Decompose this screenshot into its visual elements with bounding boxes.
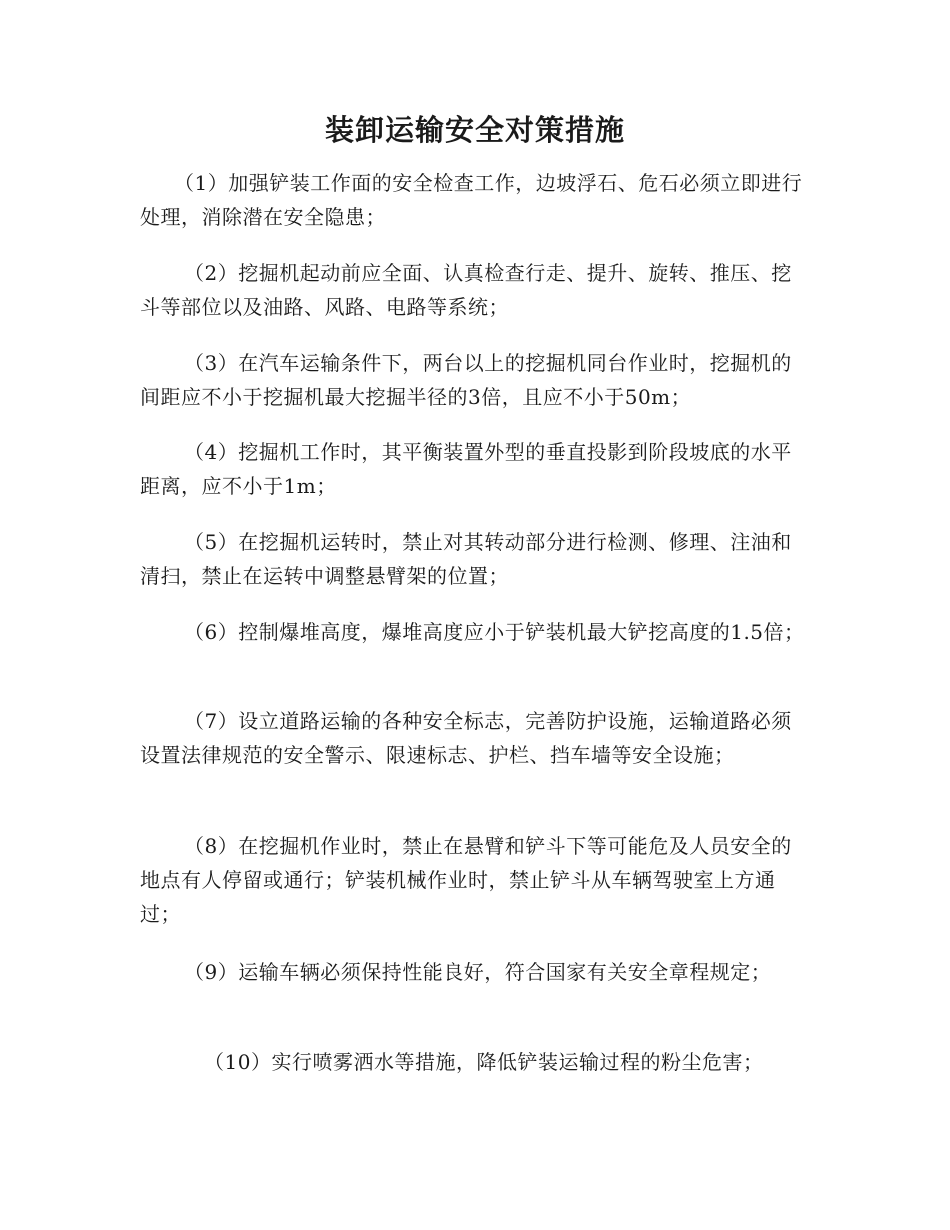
paragraph-9: （9）运输车辆必须保持性能良好，符合国家有关安全章程规定；: [184, 960, 772, 984]
document-title: 装卸运输安全对策措施: [324, 113, 625, 147]
paragraph-6: （6）控制爆堆高度，爆堆高度应小于铲装机最大铲挖高度的1.5倍；: [184, 620, 805, 644]
paragraph-7: （7）设立道路运输的各种安全标志，完善防护设施，运输道路必须设置法律规范的安全警示、限速标志、护栏、挡车墙等安全设施；: [140, 709, 792, 767]
paragraph-2: （2）挖掘机起动前应全面、认真检查行走、提升、旋转、推压、挖斗等部位以及油路、风路、电路等系统；: [140, 261, 792, 319]
paragraph-8: （8）在挖掘机作业时，禁止在悬臂和铲斗下等可能危及人员安全的地点有人停留或通行；铲装机械作业时，禁止铲斗从车辆驾驶室上方通过；: [140, 834, 792, 926]
paragraph-1: （1）加强铲装工作面的安全检查工作，边坡浮石、危石必须立即进行处理，消除潜在安全隐患；: [140, 171, 803, 229]
paragraph-5: （5）在挖掘机运转时，禁止对其转动部分进行检测、修理、注油和清扫，禁止在运转中调整悬臂架的位置；: [140, 530, 792, 588]
paragraph-10: （10）实行喷雾洒水等措施，降低铲装运输过程的粉尘危害；: [204, 1050, 764, 1074]
paragraph-4: （4）挖掘机工作时，其平衡装置外型的垂直投影到阶段坡底的水平距离，应不小于1m；: [140, 440, 792, 498]
paragraph-3: （3）在汽车运输条件下，两台以上的挖掘机同台作业时，挖掘机的间距应不小于挖掘机最大挖掘半径的3倍，且应不小于50m；: [140, 351, 792, 409]
